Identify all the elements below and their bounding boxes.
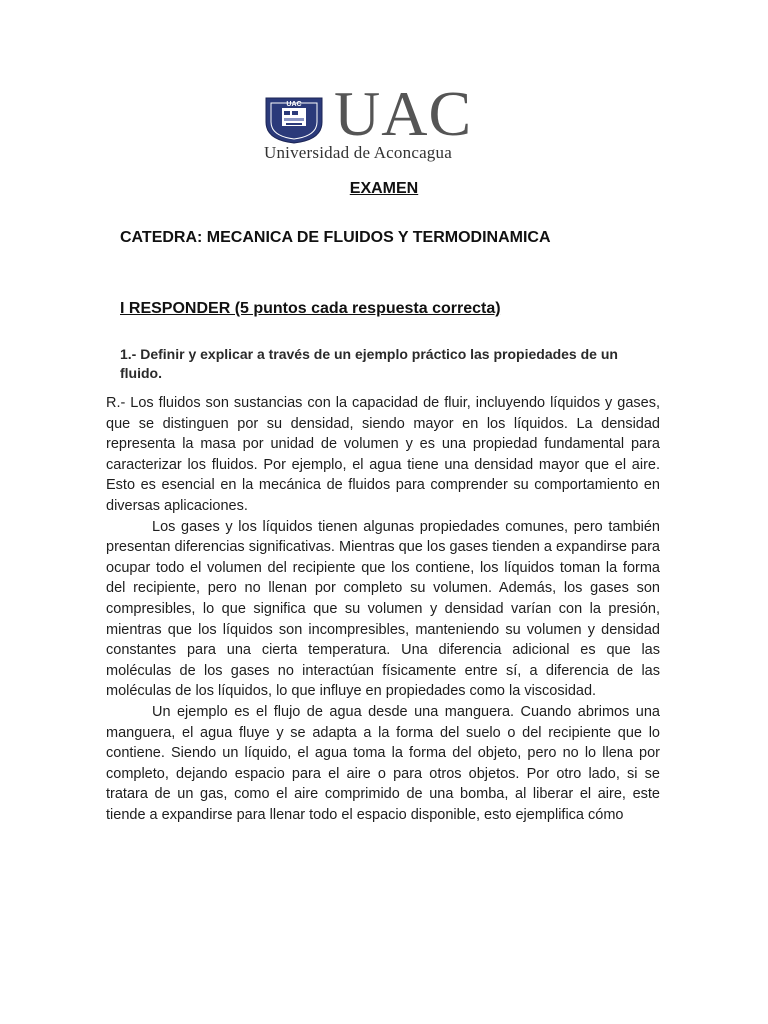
- exam-title: EXAMEN: [349, 180, 419, 197]
- university-seal-icon: [262, 96, 326, 144]
- question-1: 1.- Definir y explicar a través de un ejemplo práctico las propiedades de un fluido.: [120, 346, 618, 381]
- answer-paragraph: Los gases y los líquidos tienen algunas propiedades comunes, pero también presentan diferencias significativas. Mientras que los gases tienden a expandirse para ocupar todo el volumen del recipiente que los contiene, los líquidos toman la forma del recipiente, pero no llenan por completo su volumen. Además, los gases son compresibles, lo que significa que su volumen y densidad varían con la presión, mientras que los líquidos son incompresibles, manteniendo su volumen y densidad constantes para una cierta temperatura. Una diferencia adicional es que las moléculas de los gases no interactúan físicamente entre sí, a diferencia de las moléculas de los líquidos, lo que influye en propiedades como la viscosidad.: [106, 518, 660, 700]
- logo-acronym: UAC: [334, 78, 473, 149]
- answer-paragraph: Un ejemplo es el flujo de agua desde una manguera. Cuando abrimos una manguera, el agua fluye y se adapta a la forma del suelo o del recipiente que lo contiene. Siendo un líquido, el agua toma la forma del objeto, pero no lo llena por completo, dejando espacio para el aire o para otros objetos. Por otro lado, si se tratara de un gas, como el aire comprimido de una bomba, al liberar el aire, este tiende a expandirse para llenar todo el espacio disponible, esto ejemplifica cómo: [106, 703, 660, 823]
- subject-heading: CATEDRA: MECANICA DE FLUIDOS Y TERMODINAMICA: [120, 229, 551, 246]
- logo-university-name: Universidad de Aconcagua: [264, 143, 452, 162]
- answer-body: [106, 393, 660, 825]
- university-logo: [262, 78, 518, 162]
- section-heading: I RESPONDER (5 puntos cada respuesta correcta): [120, 300, 501, 317]
- svg-text:UAC: UAC: [286, 101, 302, 108]
- answer-paragraph: R.- Los fluidos son sustancias con la capacidad de fluir, incluyendo líquidos y gases, que se distinguen por su densidad, siendo mayor en los líquidos. La densidad representa la masa por unidad de volumen y es una propiedad fundamental para caracterizar los fluidos. Por ejemplo, el agua tiene una densidad mayor que el aire. Esto es esencial en la mecánica de fluidos para comprender su comportamiento en diversas aplicaciones.: [106, 395, 660, 514]
